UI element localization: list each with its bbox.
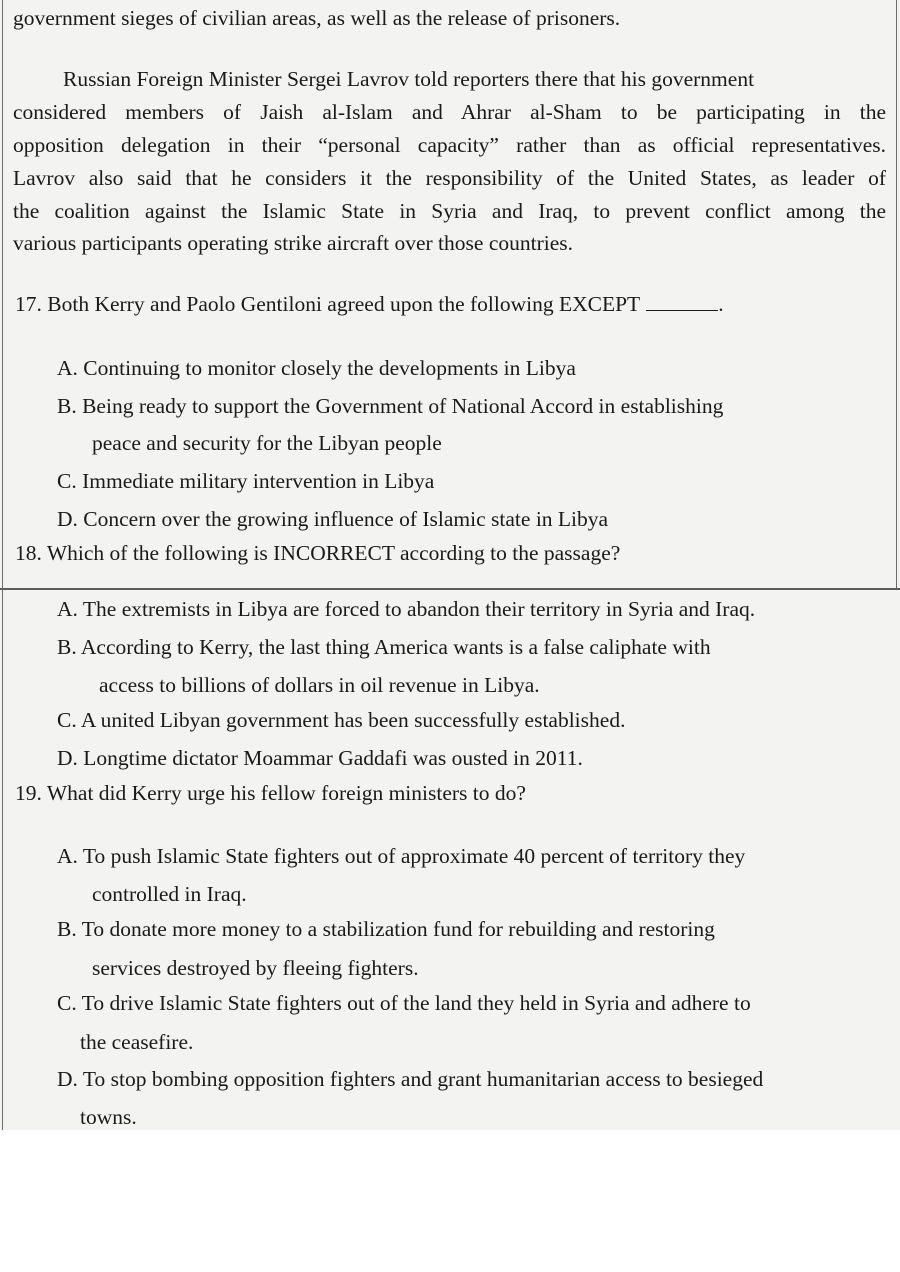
question-17-stem <box>15 291 724 317</box>
paragraph-line-3: opposition delegation in their “personal capacity” rather than as official representatives. <box>13 133 886 157</box>
q19-option-c: C. To drive Islamic State fighters out of the land they held in Syria and adhere to <box>57 991 751 1015</box>
paragraph-line-1: Russian Foreign Minister Sergei Lavrov told reporters there that his government <box>63 67 755 91</box>
q18-option-b-cont: access to billions of dollars in oil revenue in Libya. <box>99 673 540 697</box>
question-17-period: . <box>718 292 724 316</box>
q17-option-b: B. Being ready to support the Government of National Accord in establishing <box>57 394 724 418</box>
q17-option-b-cont: peace and security for the Libyan people <box>92 431 442 455</box>
q19-option-b: B. To donate more money to a stabilization fund for rebuilding and restoring <box>57 917 715 941</box>
q18-option-a: A. The extremists in Libya are forced to abandon their territory in Syria and Iraq. <box>57 597 756 621</box>
q19-option-a-cont: controlled in Iraq. <box>92 882 247 906</box>
answer-blank <box>646 292 718 311</box>
q18-option-b: B. According to Kerry, the last thing America wants is a false caliphate with <box>57 635 711 659</box>
paragraph-line-6: various participants operating strike aircraft over those countries. <box>13 231 573 255</box>
q17-option-c: C. Immediate military intervention in Libya <box>57 469 435 493</box>
scan-seam <box>0 588 900 590</box>
q19-option-a: A. To push Islamic State fighters out of approximate 40 percent of territory they <box>57 844 746 868</box>
q17-option-d: D. Concern over the growing influence of Islamic state in Libya <box>57 507 609 531</box>
question-17-text: 17. Both Kerry and Paolo Gentiloni agreed upon the following EXCEPT <box>15 292 641 316</box>
paragraph-line-5: the coalition against the Islamic State in Syria and Iraq, to prevent conflict among the <box>13 199 886 223</box>
question-18-stem: 18. Which of the following is INCORRECT according to the passage? <box>15 541 621 565</box>
page-edge-right <box>896 0 897 588</box>
q18-option-c: C. A united Libyan government has been successfully established. <box>57 708 626 732</box>
paragraph-line-4: Lavrov also said that he considers it the responsibility of the United States, as leader of <box>13 166 886 190</box>
passage-top-line: government sieges of civilian areas, as well as the release of prisoners. <box>13 6 621 30</box>
page-edge-left <box>2 0 3 1130</box>
paragraph-line-2: considered members of Jaish al-Islam and Ahrar al-Sham to be participating in the <box>13 100 886 124</box>
q19-option-c-cont: the ceasefire. <box>80 1030 194 1054</box>
q18-option-d: D. Longtime dictator Moammar Gaddafi was ousted in 2011. <box>57 746 583 770</box>
q19-option-d-cont: towns. <box>80 1105 137 1129</box>
question-19-stem: 19. What did Kerry urge his fellow foreign ministers to do? <box>15 781 526 805</box>
q17-option-a: A. Continuing to monitor closely the developments in Libya <box>57 356 576 380</box>
q19-option-b-cont: services destroyed by fleeing fighters. <box>92 956 419 980</box>
q19-option-d: D. To stop bombing opposition fighters and grant humanitarian access to besieged <box>57 1067 764 1091</box>
